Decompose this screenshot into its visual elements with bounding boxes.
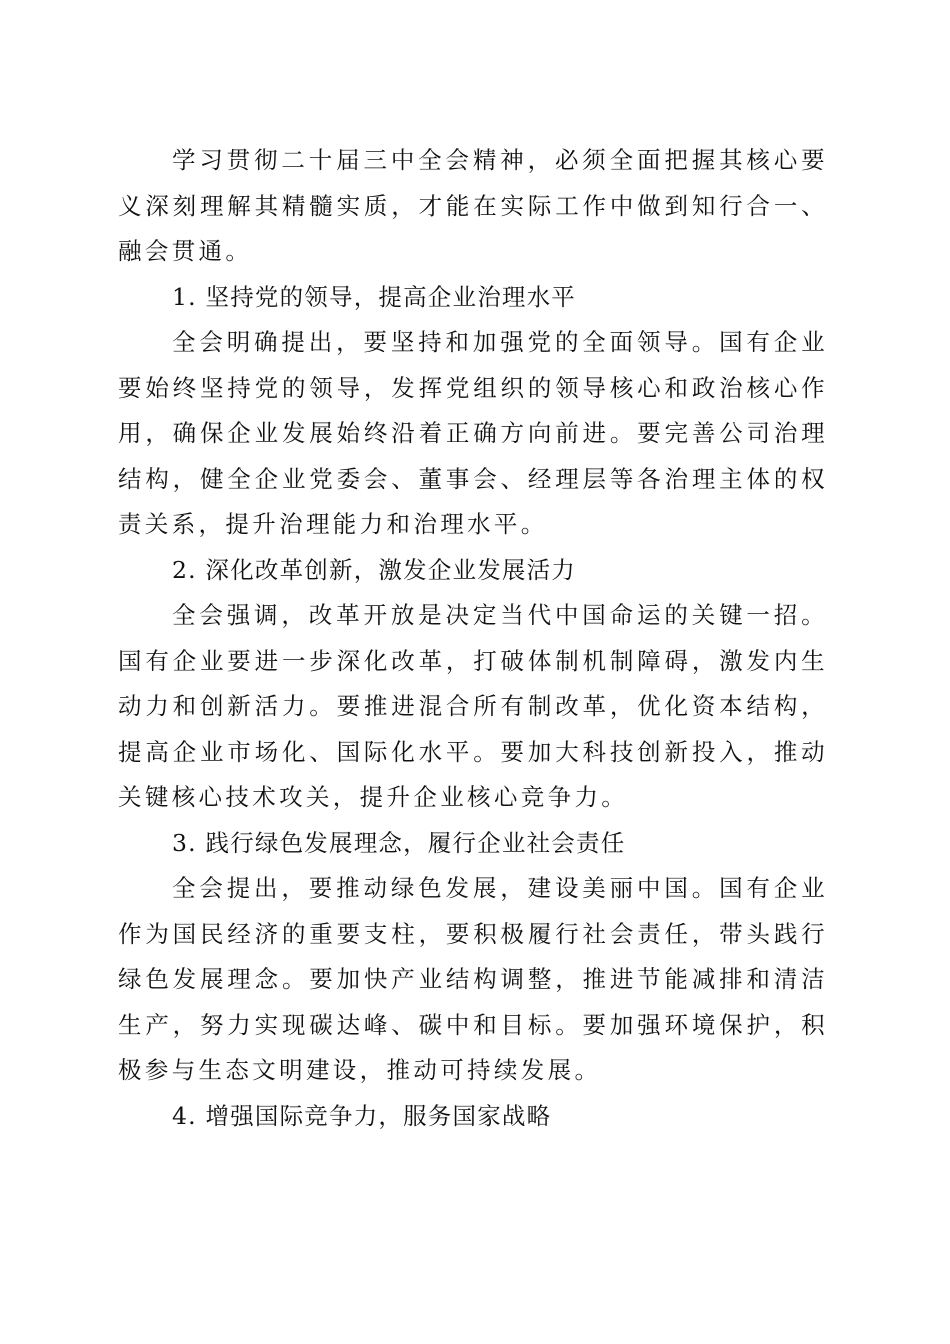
section-heading-3: 3. 践行绿色发展理念，履行企业社会责任 bbox=[172, 828, 626, 857]
section-heading-1: 1. 坚持党的领导，提高企业治理水平 bbox=[172, 282, 576, 311]
section-body-3: 全会提出，要推动绿色发展，建设美丽中国。国有企业作为国民经济的重要支柱，要积极履行社会责任，带头践行绿色发展理念。要加快产业结构调整，推进节能减排和清洁生产，努力实现碳达峰、碳中和目标。要加强环境保护，积极参与生态文明建设，推动可持续发展。 bbox=[118, 874, 828, 1084]
section-body-2: 全会强调，改革开放是决定当代中国命运的关键一招。国有企业要进一步深化改革，打破体制机制障碍，激发内生动力和创新活力。要推进混合所有制改革，优化资本结构，提高企业市场化、国际化水平。要加大科技创新投入，推动关键核心技术攻关，提升企业核心竞争力。 bbox=[118, 601, 828, 811]
document-page bbox=[118, 138, 828, 1139]
section-body-1: 全会明确提出，要坚持和加强党的全面领导。国有企业要始终坚持党的领导，发挥党组织的领导核心和政治核心作用，确保企业发展始终沿着正确方向前进。要完善公司治理结构，健全企业党委会、董事会、经理层等各治理主体的权责关系，提升治理能力和治理水平。 bbox=[118, 328, 828, 538]
section-heading-2: 2. 深化改革创新，激发企业发展活力 bbox=[172, 555, 576, 584]
intro-paragraph: 学习贯彻二十届三中全会精神，必须全面把握其核心要义深刻理解其精髓实质，才能在实际工作中做到知行合一、融会贯通。 bbox=[118, 146, 828, 265]
section-heading-4: 4. 增强国际竞争力，服务国家战略 bbox=[172, 1101, 552, 1130]
